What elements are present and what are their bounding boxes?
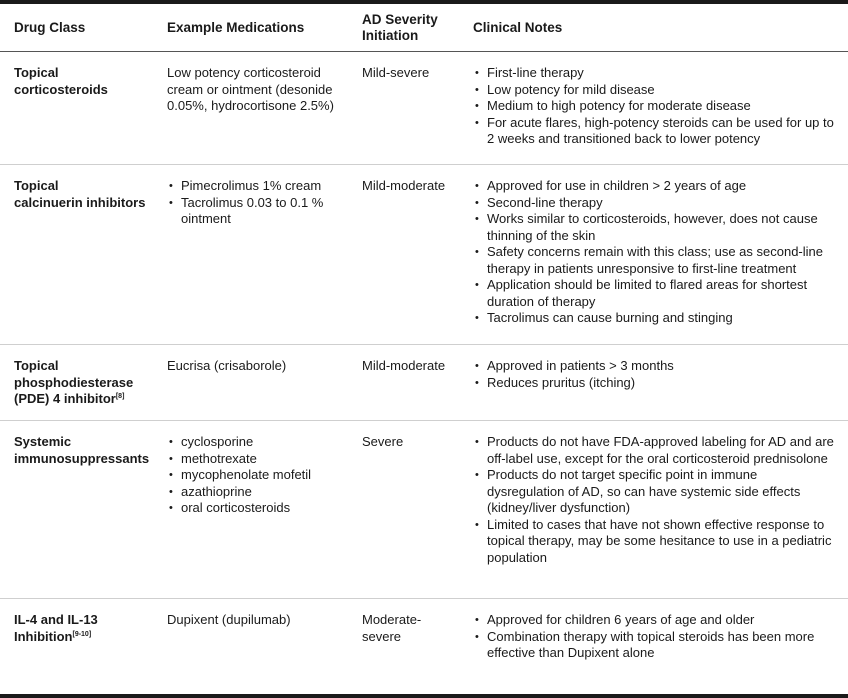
row-divider: [0, 164, 848, 165]
row-4-notes: [473, 434, 838, 566]
row-2-notes: [473, 178, 838, 327]
row-5-notes: [473, 612, 838, 662]
row-2-severity: Mild-moderate: [362, 178, 446, 193]
note-item: • Approved for use in children > 2 years of age: [473, 178, 838, 195]
note-item: • Works similar to corticosteroids, however, does not cause thinning of the skin: [473, 211, 838, 244]
note-item: • Second-line therapy: [473, 195, 838, 212]
medication-item: • cyclosporine: [167, 434, 352, 451]
table-top-border: [0, 0, 848, 4]
row-divider: [0, 598, 848, 599]
note-item: • Tacrolimus can cause burning and stinging: [473, 310, 838, 327]
note-item: • Low potency for mild disease: [473, 82, 838, 99]
row-2-drug-class: Topical calcinuerin inhibitors: [14, 178, 146, 210]
header-example-medications: Example Medications: [167, 20, 305, 35]
note-item: • Reduces pruritus (itching): [473, 375, 838, 392]
note-item: • Products do not target specific point in immune dysregulation of AD, so can have systemic side effects (kidney/liver dysfunction): [473, 467, 838, 517]
medication-item: • oral corticosteroids: [167, 500, 352, 517]
row-4-severity: Severe: [362, 434, 404, 449]
row-1-medications: Low potency corticosteroid cream or ointment (desonide 0.05%, hydrocortisone 2.5%): [167, 65, 334, 113]
row-1-notes: [473, 65, 838, 148]
row-divider: [0, 344, 848, 345]
row-5-severity: Moderate- severe: [362, 612, 422, 644]
note-item: • Safety concerns remain with this class; use as second-line therapy in patients unresponsive to first-line treatment: [473, 244, 838, 277]
note-item: • First-line therapy: [473, 65, 838, 82]
header-clinical-notes: Clinical Notes: [473, 20, 563, 35]
header-drug-class: Drug Class: [14, 20, 86, 35]
medication-item: • mycophenolate mofetil: [167, 467, 352, 484]
citation-sup: [8]: [115, 393, 125, 400]
medication-item: • methotrexate: [167, 451, 352, 468]
row-1-severity: Mild-severe: [362, 65, 430, 80]
note-item: • Medium to high potency for moderate disease: [473, 98, 838, 115]
row-3-notes: [473, 358, 838, 391]
row-4-medications: [167, 434, 352, 517]
note-item: • Products do not have FDA-approved labeling for AD and are off-label use, except for the oral corticosteroid prednisolone: [473, 434, 838, 467]
note-item: • For acute flares, high-potency steroids can be used for up to 2 weeks and transitioned back to lower potency: [473, 115, 838, 148]
row-3-severity: Mild-moderate: [362, 358, 446, 373]
row-4-drug-class: Systemic immunosuppressants: [14, 434, 150, 466]
header-divider: [0, 51, 848, 52]
note-item: • Limited to cases that have not shown effective response to topical therapy, may be some hesitance to use in a pediatric population: [473, 517, 838, 567]
medication-item: • Tacrolimus 0.03 to 0.1 % ointment: [167, 195, 352, 228]
medication-item: • azathioprine: [167, 484, 352, 501]
table-bottom-border: [0, 694, 848, 698]
row-2-medications: [167, 178, 352, 228]
row-1-drug-class: Topical corticosteroids: [14, 65, 108, 97]
header-ad-severity: AD Severity Initiation: [362, 12, 438, 43]
note-item: • Approved in patients > 3 months: [473, 358, 838, 375]
row-5-medications: Dupixent (dupilumab): [167, 612, 291, 627]
row-divider: [0, 420, 848, 421]
row-5-drug-class: IL-4 and IL-13 Inhibition[9-10]: [14, 612, 98, 644]
citation-sup: [9-10]: [72, 630, 92, 638]
note-item: • Application should be limited to flared areas for shortest duration of therapy: [473, 277, 838, 310]
note-item: • Approved for children 6 years of age and older: [473, 612, 838, 629]
row-3-medications: Eucrisa (crisaborole): [167, 358, 287, 373]
medication-item: • Pimecrolimus 1% cream: [167, 178, 352, 195]
row-3-drug-class: Topical phosphodiesterase (PDE) 4 inhibitor[8]: [14, 358, 134, 406]
note-item: • Combination therapy with topical steroids has been more effective than Dupixent alone: [473, 629, 838, 662]
